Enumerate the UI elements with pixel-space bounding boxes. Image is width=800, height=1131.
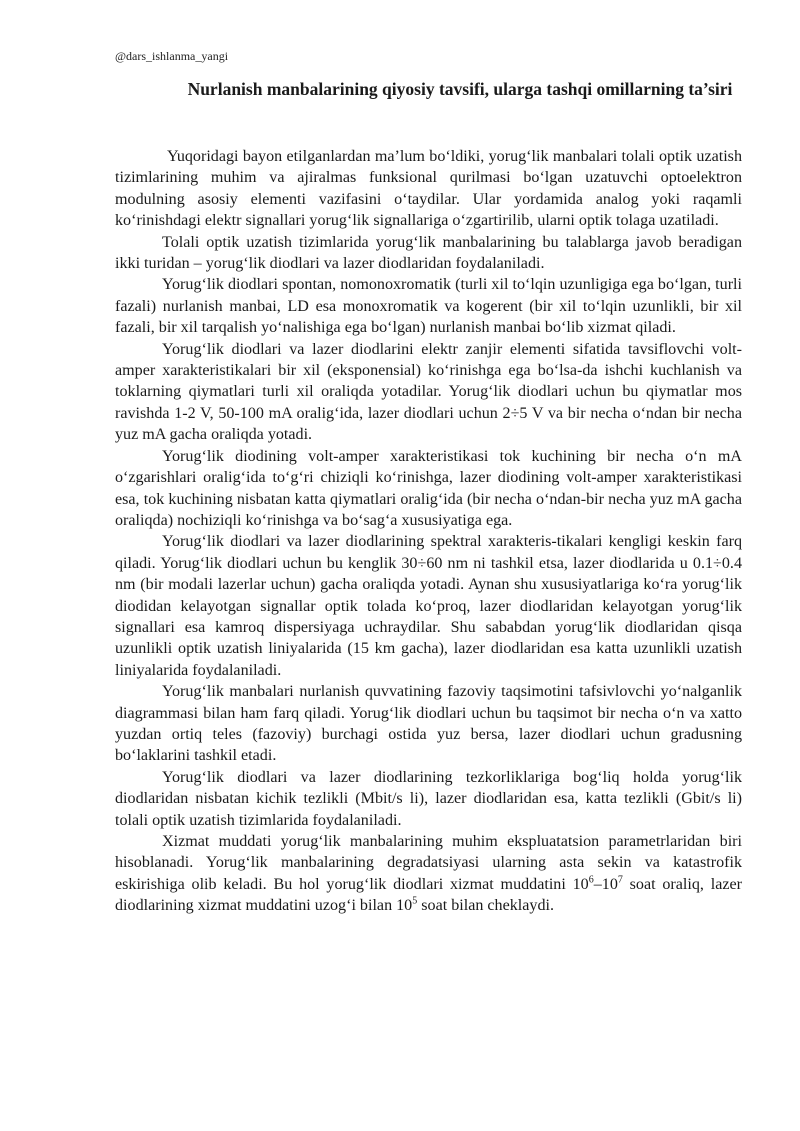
document-title: Nurlanish manbalarining qiyosiy tavsifi, ularga tashqi omillarning ta’siri <box>187 79 733 99</box>
paragraph: Yorug‘lik diodining volt-amper xarakteristikasi tok kuchining bir necha o‘n mA o‘zgarishlari oralig‘ida to‘g‘ri chiziqli ko‘rinishga, lazer diodining volt-amper xarakteristikasi esa, tok kuchining nisbatan katta qiymatlari oralig‘ida (bir necha o‘ndan-bir necha yuz mA gacha oraliqda) nochiziqli ko‘rinishga va bo‘sag‘a xususiyatiga ega. <box>115 447 742 529</box>
paragraph: Yorug‘lik diodlari va lazer diodlarining spektral xarakteris-tikalari kengligi keskin farq qiladi. Yorug‘lik diodlari uchun bu kenglik 30÷60 nm ni tashkil etsa, lazer diodlarida u 0.1÷0.4 nm (bir modali lazerlar uchun) gacha oraliqda yotadi. Aynan shu xususiyatlariga ko‘ra yorug‘lik diodidan kelayotgan signallar optik tolada ko‘proq, lazer diodlaridan kelayotgan yorug‘lik signallari esa kamroq dispersiyaga uchraydilar. Shu sababdan yorug‘lik diodlaridan qisqa uzunlikli optik uzatish liniyalarida (15 km gacha), lazer diodlaridan esa katta uzunlikli uzatish liniyalarida foydalaniladi. <box>115 533 742 679</box>
paragraph: Yuqoridagi bayon etilganlardan ma’lum bo‘ldiki, yorug‘lik manbalari tolali optik uzatish tizimlarining muhim va ajiralmas funksional qurilmasi bo‘lgan uzatuvchi optoelektron modulning asosiy elementi vazifasini o‘taydilar. Ular yordamida analog yoki raqamli ko‘rinishdagi elektr signallari yorug‘lik signallariga o‘zgartirilib, ularni optik tolaga uzatiladi. <box>115 148 742 230</box>
paragraph: Tolali optik uzatish tizimlarida yorug‘lik manbalarining bu talablarga javob beradigan ikki turidan – yorug‘lik diodlari va lazer diodlaridan foydalaniladi. <box>115 233 742 273</box>
paragraph: Yorug‘lik diodlari spontan, nomonoxromatik (turli xil to‘lqin uzunligiga ega bo‘lgan, turli fazali) nurlanish manbai, LD esa monoxromatik va kogerent (bir xil to‘lqin uzunlikli, bir xil fazali, bir xil tarqalish yo‘nalishiga ega bo‘lgan) nurlanish manbai bo‘lib xizmat qiladi. <box>115 276 742 337</box>
superscript: 5 <box>412 895 418 907</box>
paragraph: Yorug‘lik manbalari nurlanish quvvatining fazoviy taqsimotini tafsivlovchi yo‘nalganlik diagrammasi bilan ham farq qiladi. Yorug‘lik diodlari uchun bu taqsimot bir necha o‘n va xatto yuzdan ortiq teles (fazoviy) burchagi ostida yuz bersa, lazer diodlari uchun gradusning bo‘laklarini tashkil etadi. <box>115 683 742 765</box>
paragraph: Yorug‘lik diodlari va lazer diodlarining tezkorliklariga bog‘liq holda yorug‘lik diodlaridan nisbatan kichik tezlikli (Mbit/s li), lazer diodlaridan esa, katta tezlikli (Gbit/s li) tolali optik uzatish tizimlarida foydalaniladi. <box>115 768 742 829</box>
paragraph-service-life <box>115 831 742 917</box>
text-run: –10 <box>593 875 618 893</box>
paragraph: Yorug‘lik diodlari va lazer diodlarini elektr zanjir elementi sifatida tavsiflovchi volt-amper xarakteristikalari bir xil (eksponensial) ko‘rinishga ega bo‘lsa-da ishchi kuchlanish va toklarning qiymatlari turli xil oraliqda yotadilar. Yorug‘lik diodlari uchun bu qiymatlar mos ravishda 1-2 V, 50-100 mA oralig‘ida, lazer diodlari uchun 2÷5 V va bir necha o‘ndan bir necha yuz mA gacha oraliqda yotadi. <box>115 340 742 444</box>
text-run: Xizmat muddati yorug‘lik manbalarining muhim ekspluatatsion parametrlaridan biri hisoblanadi. Yorug‘lik manbalarining degradatsiyasi ularning asta sekin va katastrofik eskirishiga olib keladi. Bu hol yorug‘lik diodlari xizmat muddatini 10 <box>115 833 742 893</box>
document-body <box>115 146 742 917</box>
text-run: soat bilan cheklaydi. <box>417 897 554 915</box>
text-run: soat oraliq, lazer diodlarining xizmat muddatini uzog‘i bilan 10 <box>115 875 742 915</box>
superscript: 6 <box>588 874 594 886</box>
channel-watermark: @dars_ishlanma_yangi <box>115 49 229 63</box>
superscript: 7 <box>617 874 623 886</box>
